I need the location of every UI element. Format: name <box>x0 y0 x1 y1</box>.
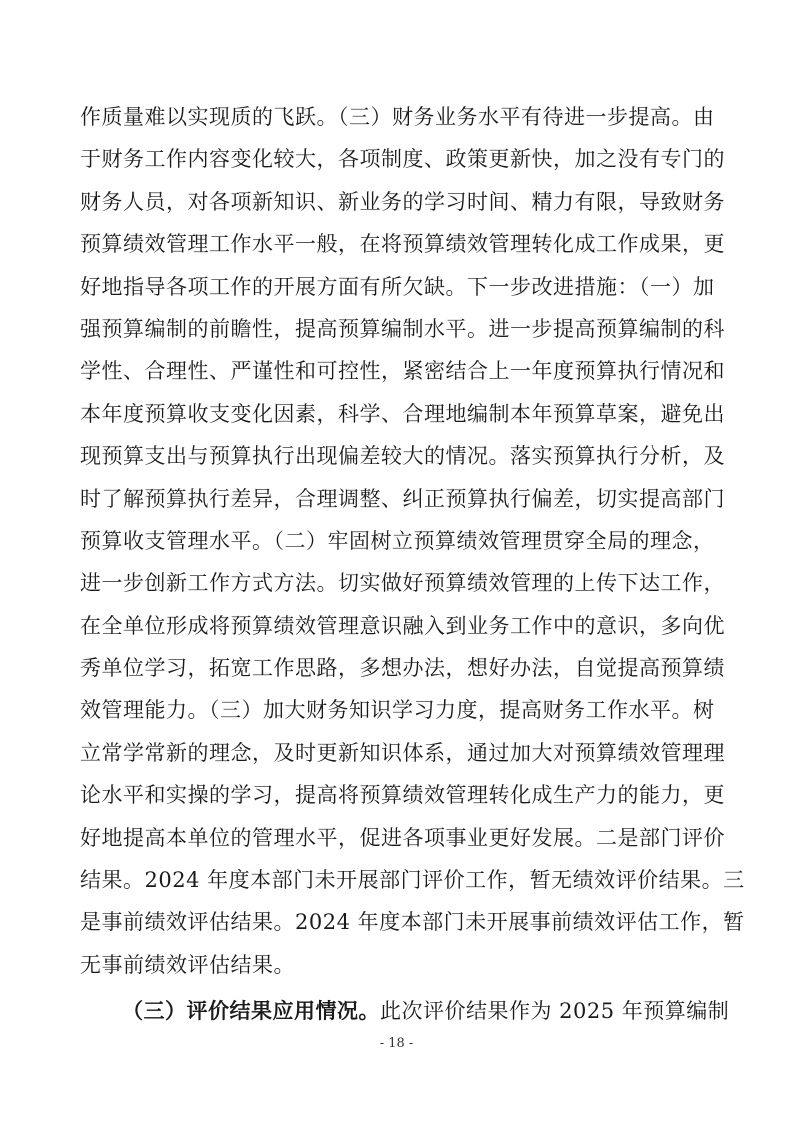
section-paragraph <box>80 990 730 1032</box>
text-line: 预算绩效管理工作水平一般，在将预算绩效管理转化成工作成果，更 <box>80 232 725 257</box>
section-heading: （三）评价结果应用情况。 <box>122 998 380 1023</box>
text-line: 效管理能力。（三）加大财务知识学习力度，提高财务工作水平。树 <box>80 698 715 723</box>
page-number: - 18 - <box>379 1036 414 1051</box>
text-line: 现预算支出与预算执行出现偏差较大的情况。落实预算执行分析，及 <box>80 444 725 469</box>
text-line: 在全单位形成将预算绩效管理意识融入到业务工作中的意识，多向优 <box>80 613 725 638</box>
text-line: 秀单位学习，拓宽工作思路，多想办法，想好办法，自觉提高预算绩 <box>80 656 725 681</box>
text-line: 好地提高本单位的管理水平，促进各项事业更好发展。二是部门评价 <box>80 825 725 850</box>
text-line: 预算收支管理水平。（二）牢固树立预算绩效管理贯穿全局的理念， <box>80 528 715 553</box>
text-line: 本年度预算收支变化因素，科学、合理地编制本年预算草案，避免出 <box>80 401 725 426</box>
text-line: 财务人员，对各项新知识、新业务的学习时间、精力有限，导致财务 <box>80 189 725 214</box>
text-line: 结果。2024 年度本部门未开展部门评价工作，暂无绩效评价结果。三 <box>80 868 745 893</box>
text-line: 立常学常新的理念，及时更新知识体系，通过加大对预算绩效管理理 <box>80 740 725 765</box>
text-line-last: 无事前绩效评估结果。 <box>80 952 295 977</box>
text-line: 进一步创新工作方式方法。切实做好预算绩效管理的上传下达工作， <box>80 571 725 596</box>
text-line: 是事前绩效评估结果。2024 年度本部门未开展事前绩效评估工作，暂 <box>80 910 745 935</box>
text-line: 于财务工作内容变化较大，各项制度、政策更新快，加之没有专门的 <box>80 147 725 172</box>
text-line: 时了解预算执行差异，合理调整、纠正预算执行偏差，切实提高部门 <box>80 486 725 511</box>
text-line: 学性、合理性、严谨性和可控性，紧密结合上一年度预算执行情况和 <box>80 359 725 384</box>
body-paragraph <box>80 96 745 986</box>
text-line: 好地指导各项工作的开展方面有所欠缺。下一步改进措施：（一）加 <box>80 274 715 299</box>
section-text: 此次评价结果作为 2025 年预算编制 <box>380 999 730 1023</box>
section-first-line <box>80 990 730 1032</box>
text-line: 论水平和实操的学习，提高将预算绩效管理转化成生产力的能力，更 <box>80 783 725 808</box>
text-line: 作质量难以实现质的飞跃。（三）财务业务水平有待进一步提高。由 <box>80 105 715 129</box>
text-line: 强预算编制的前瞻性，提高预算编制水平。进一步提高预算编制的科 <box>80 316 725 341</box>
